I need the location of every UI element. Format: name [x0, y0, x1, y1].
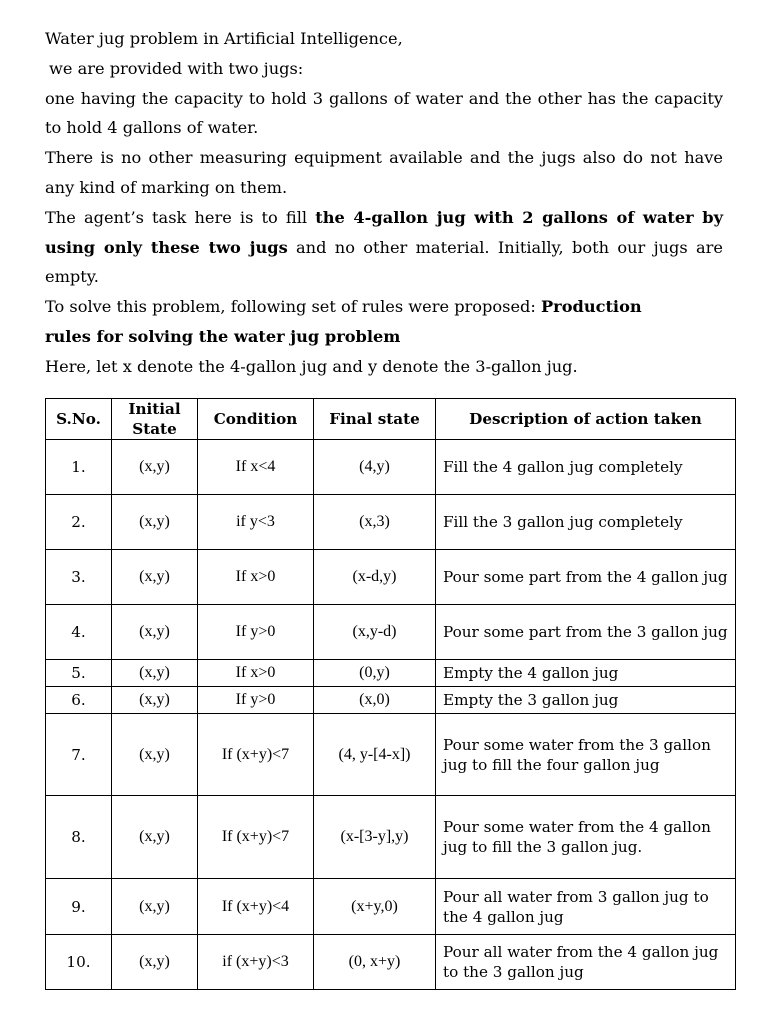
- table-row: [46, 440, 736, 495]
- cell-initial: (x,y): [112, 495, 198, 550]
- rules-text-bold: Production rules for solving the water jug problem: [45, 297, 642, 346]
- header-initial-state: Initial State: [112, 399, 198, 440]
- cell-condition: if (x+y)<3: [198, 935, 314, 990]
- cell-sno: 4.: [46, 605, 112, 660]
- cell-description: Pour all water from 3 gallon jug to the 4 gallon jug: [436, 879, 736, 935]
- cell-description: Fill the 3 gallon jug completely: [436, 495, 736, 550]
- intro-paragraph-notation: Here, let x denote the 4-gallon jug and y denote the 3-gallon jug.: [45, 356, 578, 376]
- production-rules-table: [45, 398, 736, 990]
- table-row: [46, 550, 736, 605]
- intro-paragraph-capacities: one having the capacity to hold 3 gallons of water and the other has the capacity to hold 4 gallons of water.: [45, 88, 723, 138]
- cell-sno: 2.: [46, 495, 112, 550]
- intro-line-2: we are provided with two jugs:: [49, 58, 304, 78]
- cell-final: (4,y): [314, 440, 436, 495]
- cell-initial: (x,y): [112, 879, 198, 935]
- cell-final: (4, y-[4-x]): [314, 714, 436, 796]
- cell-sno: 6.: [46, 687, 112, 714]
- cell-final: (x-[3-y],y): [314, 796, 436, 879]
- cell-description: Fill the 4 gallon jug completely: [436, 440, 736, 495]
- cell-condition: If x>0: [198, 550, 314, 605]
- header-final-state: Final state: [314, 399, 436, 440]
- cell-final: (x+y,0): [314, 879, 436, 935]
- rules-text-a: To solve this problem, following set of rules were proposed:: [45, 297, 541, 317]
- task-text-bold: the 4-gallon jug with 2 gallons of water by using only these two jugs: [45, 207, 723, 257]
- intro-line-1: Water jug problem in Artificial Intelligence,: [45, 29, 403, 48]
- table-row: [46, 935, 736, 990]
- cell-final: (x,y-d): [314, 605, 436, 660]
- header-condition: Condition: [198, 399, 314, 440]
- table-row: [46, 605, 736, 660]
- cell-final: (0, x+y): [314, 935, 436, 990]
- intro-paragraph-rules: [45, 292, 675, 352]
- table-header-row: [46, 399, 736, 440]
- cell-sno: 10.: [46, 935, 112, 990]
- cell-sno: 9.: [46, 879, 112, 935]
- cell-sno: 3.: [46, 550, 112, 605]
- cell-condition: If (x+y)<7: [198, 796, 314, 879]
- table-row: [46, 660, 736, 687]
- cell-description: Empty the 4 gallon jug: [436, 660, 736, 687]
- cell-condition: If x<4: [198, 440, 314, 495]
- cell-initial: (x,y): [112, 605, 198, 660]
- task-text-c: and no other material. Initially, both our jugs are empty.: [45, 237, 723, 287]
- table-row: [46, 687, 736, 714]
- cell-final: (0,y): [314, 660, 436, 687]
- intro-paragraph-task: [45, 203, 723, 292]
- cell-final: (x,0): [314, 687, 436, 714]
- cell-condition: if y<3: [198, 495, 314, 550]
- header-sno: S.No.: [46, 399, 112, 440]
- cell-initial: (x,y): [112, 714, 198, 796]
- table-row: [46, 796, 736, 879]
- cell-description: Empty the 3 gallon jug: [436, 687, 736, 714]
- cell-initial: (x,y): [112, 796, 198, 879]
- table-row: [46, 714, 736, 796]
- intro-text: [45, 24, 723, 382]
- table-row: [46, 879, 736, 935]
- cell-description: Pour some water from the 3 gallon jug to fill the four gallon jug: [436, 714, 736, 796]
- cell-condition: If y>0: [198, 687, 314, 714]
- cell-sno: 7.: [46, 714, 112, 796]
- task-text-a: The agent’s task here is to fill: [45, 207, 316, 227]
- cell-initial: (x,y): [112, 687, 198, 714]
- cell-initial: (x,y): [112, 440, 198, 495]
- cell-description: Pour all water from the 4 gallon jug to the 3 gallon jug: [436, 935, 736, 990]
- cell-condition: If (x+y)<4: [198, 879, 314, 935]
- cell-condition: If y>0: [198, 605, 314, 660]
- table-row: [46, 495, 736, 550]
- cell-final: (x,3): [314, 495, 436, 550]
- cell-initial: (x,y): [112, 660, 198, 687]
- cell-condition: If (x+y)<7: [198, 714, 314, 796]
- cell-condition: If x>0: [198, 660, 314, 687]
- cell-sno: 1.: [46, 440, 112, 495]
- cell-sno: 8.: [46, 796, 112, 879]
- cell-description: Pour some part from the 3 gallon jug: [436, 605, 736, 660]
- cell-initial: (x,y): [112, 935, 198, 990]
- intro-paragraph-no-equipment: There is no other measuring equipment available and the jugs also do not have any kind of marking on them.: [45, 148, 723, 197]
- cell-final: (x-d,y): [314, 550, 436, 605]
- cell-description: Pour some part from the 4 gallon jug: [436, 550, 736, 605]
- cell-description: Pour some water from the 4 gallon jug to fill the 3 gallon jug.: [436, 796, 736, 879]
- cell-initial: (x,y): [112, 550, 198, 605]
- cell-sno: 5.: [46, 660, 112, 687]
- header-description: Description of action taken: [436, 399, 736, 440]
